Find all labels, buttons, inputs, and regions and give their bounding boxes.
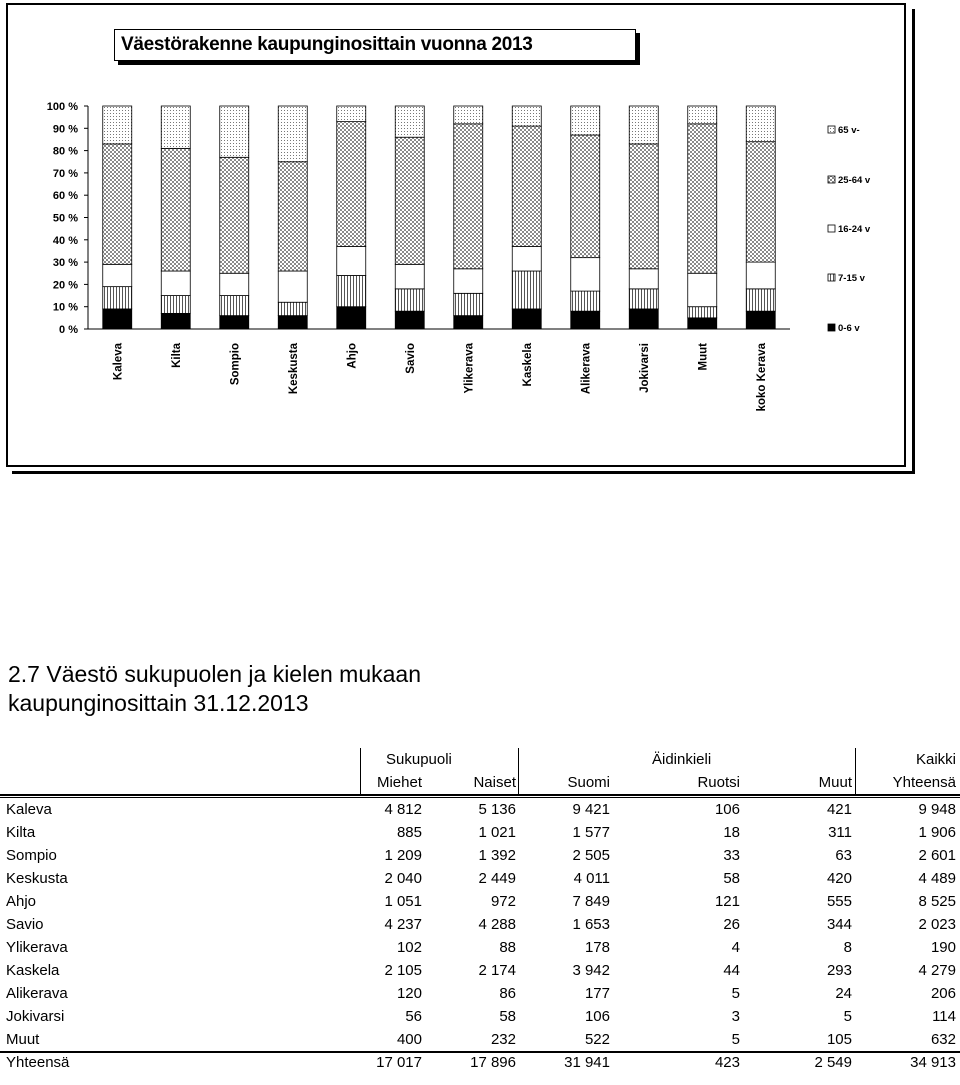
bar-segment-7to15v <box>454 293 483 315</box>
table-row <box>0 890 960 913</box>
suomi-cell: 2 505 <box>572 847 610 864</box>
suomi-cell: 31 941 <box>564 1054 610 1071</box>
naiset-cell: 1 392 <box>478 847 516 864</box>
yhteensa-cell: 206 <box>930 985 956 1002</box>
miehet-cell: 885 <box>396 824 422 841</box>
muut-cell: 293 <box>826 962 852 979</box>
header-rule <box>0 794 960 796</box>
table-row <box>0 867 960 890</box>
bar-segment-25to64v <box>512 126 541 246</box>
bar-segment-16to24v <box>161 271 190 296</box>
bar-segment-7to15v <box>629 289 658 309</box>
table-row <box>0 821 960 844</box>
area-name: Kaleva <box>6 801 52 818</box>
area-name: Keskusta <box>6 870 68 887</box>
group-header-aidinkieli: Äidinkieli <box>652 751 712 768</box>
heading-line-2: kaupunginosittain 31.12.2013 <box>8 690 309 716</box>
yhteensa-cell: 1 906 <box>918 824 956 841</box>
bar-segment-7to15v <box>746 289 775 311</box>
column-header-ruotsi: Ruotsi <box>697 774 740 791</box>
bar-segment-0to6v <box>103 309 132 329</box>
ruotsi-cell: 121 <box>714 893 740 910</box>
area-name: Ahjo <box>6 893 37 910</box>
yhteensa-cell: 4 489 <box>918 870 956 887</box>
naiset-cell: 2 449 <box>478 870 516 887</box>
muut-cell: 421 <box>826 801 852 818</box>
muut-cell: 105 <box>826 1031 852 1048</box>
suomi-cell: 178 <box>584 939 610 956</box>
column-header-muut: Muut <box>818 774 852 791</box>
y-tick-label: 90 % <box>52 123 78 136</box>
miehet-cell: 120 <box>396 985 422 1002</box>
legend-label: 7-15 v <box>838 273 865 284</box>
legend-label: 0-6 v <box>838 323 860 334</box>
ruotsi-cell: 26 <box>723 916 740 933</box>
category-label: Keskusta <box>287 343 300 395</box>
bar-segment-0to6v <box>395 311 424 329</box>
suomi-cell: 1 653 <box>572 916 610 933</box>
yhteensa-cell: 2 023 <box>918 916 956 933</box>
bar-segment-7to15v <box>512 271 541 309</box>
naiset-cell: 1 021 <box>478 824 516 841</box>
bar-segment-0to6v <box>571 311 600 329</box>
y-tick-label: 60 % <box>52 190 78 203</box>
suomi-cell: 177 <box>584 985 610 1002</box>
stacked-bar-chart <box>8 5 904 465</box>
legend-label: 16-24 v <box>838 224 871 235</box>
y-tick-label: 10 % <box>52 301 78 314</box>
bar-segment-16to24v <box>454 269 483 294</box>
chart-title: Väestörakenne kaupunginosittain vuonna 2013 <box>121 34 533 55</box>
naiset-cell: 86 <box>499 985 516 1002</box>
table-row <box>0 1028 960 1051</box>
ruotsi-cell: 58 <box>723 870 740 887</box>
bar-segment-16to24v <box>220 273 249 295</box>
yhteensa-cell: 114 <box>932 1008 956 1025</box>
bar-segment-25to64v <box>220 157 249 273</box>
bar-segment-7to15v <box>688 307 717 318</box>
column-header-miehet: Miehet <box>376 774 422 791</box>
legend-swatch <box>828 225 835 232</box>
naiset-cell: 58 <box>499 1008 516 1025</box>
area-name: Kaskela <box>6 962 60 979</box>
section-heading <box>8 660 421 718</box>
naiset-cell: 2 174 <box>478 962 516 979</box>
category-label: Savio <box>404 343 417 374</box>
category-label: Alikerava <box>580 343 593 395</box>
y-tick-label: 0 % <box>59 324 78 336</box>
y-tick-label: 70 % <box>52 167 78 180</box>
bar-segment-16to24v <box>571 258 600 291</box>
muut-cell: 5 <box>843 1008 852 1025</box>
bar-segment-25to64v <box>278 162 307 271</box>
bar-segment-7to15v <box>395 289 424 311</box>
column-header-suomi: Suomi <box>567 774 610 791</box>
table-row <box>0 913 960 936</box>
legend-label: 25-64 v <box>838 175 871 186</box>
bar-segment-65vto <box>512 106 541 126</box>
bar-segment-25to64v <box>161 148 190 271</box>
bar-segment-65vto <box>688 106 717 124</box>
legend-swatch <box>828 274 835 281</box>
table-row <box>0 982 960 1005</box>
ruotsi-cell: 4 <box>731 939 740 956</box>
y-tick-label: 80 % <box>52 145 78 158</box>
group-header-sukupuoli: Sukupuoli <box>386 751 452 768</box>
muut-cell: 555 <box>826 893 852 910</box>
total-row <box>0 1051 960 1074</box>
category-label: Muut <box>697 343 710 371</box>
miehet-cell: 2 040 <box>384 870 422 887</box>
ruotsi-cell: 3 <box>731 1008 740 1025</box>
group-header-row <box>0 748 960 771</box>
bar-segment-65vto <box>161 106 190 148</box>
legend-swatch <box>828 126 835 133</box>
chart-title-box <box>114 29 636 61</box>
table-row <box>0 959 960 982</box>
bar-segment-0to6v <box>337 307 366 329</box>
bar-segment-7to15v <box>161 296 190 314</box>
yhteensa-cell: 8 525 <box>918 893 956 910</box>
total-rule <box>0 1051 960 1053</box>
bar-segment-25to64v <box>454 124 483 269</box>
muut-cell: 8 <box>843 939 852 956</box>
bar-segment-65vto <box>629 106 658 144</box>
muut-cell: 311 <box>828 824 852 841</box>
area-name: Sompio <box>6 847 57 864</box>
bar-segment-65vto <box>337 106 366 122</box>
category-label: Jokivarsi <box>638 343 651 393</box>
bar-segment-65vto <box>454 106 483 124</box>
bar-segment-16to24v <box>688 273 717 306</box>
bar-segment-16to24v <box>103 264 132 286</box>
bar-segment-7to15v <box>103 287 132 309</box>
bar-segment-65vto <box>746 106 775 142</box>
ruotsi-cell: 5 <box>731 985 740 1002</box>
bar-segment-16to24v <box>746 262 775 289</box>
suomi-cell: 522 <box>584 1031 610 1048</box>
naiset-cell: 5 136 <box>478 801 516 818</box>
suomi-cell: 7 849 <box>572 893 610 910</box>
category-label: Ahjo <box>346 343 359 369</box>
bar-segment-0to6v <box>220 316 249 329</box>
area-name: Muut <box>6 1031 40 1048</box>
miehet-cell: 2 105 <box>384 962 422 979</box>
bar-segment-65vto <box>278 106 307 162</box>
table-row <box>0 844 960 867</box>
suomi-cell: 1 577 <box>572 824 610 841</box>
bar-segment-65vto <box>103 106 132 144</box>
chart-frame <box>6 3 906 467</box>
naiset-cell: 4 288 <box>478 916 516 933</box>
area-name: Alikerava <box>6 985 68 1002</box>
table-row <box>0 798 960 821</box>
yhteensa-cell: 4 279 <box>918 962 956 979</box>
yhteensa-cell: 34 913 <box>910 1054 956 1071</box>
bar-segment-25to64v <box>629 144 658 269</box>
bar-segment-0to6v <box>629 309 658 329</box>
category-label: Sompio <box>229 343 242 386</box>
yhteensa-cell: 2 601 <box>918 847 956 864</box>
area-name: Savio <box>6 916 44 933</box>
bar-segment-25to64v <box>746 142 775 262</box>
legend-swatch <box>828 324 835 331</box>
muut-cell: 63 <box>835 847 852 864</box>
y-tick-label: 30 % <box>52 257 78 270</box>
yhteensa-cell: 632 <box>930 1031 956 1048</box>
bar-segment-0to6v <box>512 309 541 329</box>
table-row <box>0 936 960 959</box>
yhteensa-cell: 9 948 <box>918 801 956 818</box>
bar-segment-65vto <box>395 106 424 137</box>
category-label: Kilta <box>170 343 183 368</box>
bar-segment-0to6v <box>278 316 307 329</box>
muut-cell: 24 <box>835 985 852 1002</box>
suomi-cell: 9 421 <box>572 801 610 818</box>
bar-segment-16to24v <box>337 246 366 275</box>
area-name: Jokivarsi <box>6 1008 65 1025</box>
bar-segment-7to15v <box>571 291 600 311</box>
ruotsi-cell: 5 <box>731 1031 740 1048</box>
bar-segment-65vto <box>220 106 249 157</box>
column-header-row <box>0 771 960 794</box>
bar-segment-16to24v <box>512 246 541 271</box>
bar-segment-7to15v <box>278 302 307 315</box>
area-name: Ylikerava <box>6 939 68 956</box>
population-table <box>0 748 960 1071</box>
muut-cell: 420 <box>826 870 852 887</box>
miehet-cell: 1 051 <box>384 893 422 910</box>
bar-segment-0to6v <box>161 313 190 329</box>
group-header-kaikki: Kaikki <box>915 751 956 768</box>
bar-segment-25to64v <box>571 135 600 258</box>
heading-line-1: 2.7 Väestö sukupuolen ja kielen mukaan <box>8 661 422 687</box>
legend-swatch <box>828 176 835 183</box>
bar-segment-25to64v <box>395 137 424 264</box>
ruotsi-cell: 423 <box>714 1054 740 1071</box>
column-header-yhteensa: Yhteensä <box>892 774 956 791</box>
table-row <box>0 1005 960 1028</box>
suomi-cell: 106 <box>584 1008 610 1025</box>
area-name: Yhteensä <box>6 1054 70 1071</box>
naiset-cell: 88 <box>499 939 516 956</box>
y-tick-label: 100 % <box>46 101 78 113</box>
bar-segment-25to64v <box>688 124 717 273</box>
bar-segment-7to15v <box>220 296 249 316</box>
bar-segment-16to24v <box>278 271 307 302</box>
y-tick-label: 50 % <box>52 212 78 225</box>
category-label: koko Kerava <box>755 343 768 412</box>
naiset-cell: 232 <box>490 1031 516 1048</box>
bar-segment-25to64v <box>103 144 132 264</box>
y-tick-label: 40 % <box>52 234 78 247</box>
category-label: Kaleva <box>112 343 125 381</box>
bar-segment-0to6v <box>454 316 483 329</box>
miehet-cell: 4 812 <box>384 801 422 818</box>
miehet-cell: 102 <box>396 939 422 956</box>
miehet-cell: 17 017 <box>376 1054 422 1071</box>
muut-cell: 344 <box>826 916 852 933</box>
miehet-cell: 56 <box>405 1008 422 1025</box>
column-header-naiset: Naiset <box>473 774 516 791</box>
bar-segment-25to64v <box>337 122 366 247</box>
muut-cell: 2 549 <box>814 1054 852 1071</box>
ruotsi-cell: 18 <box>723 824 740 841</box>
suomi-cell: 4 011 <box>573 870 610 887</box>
bar-segment-65vto <box>571 106 600 135</box>
ruotsi-cell: 106 <box>714 801 740 818</box>
naiset-cell: 972 <box>490 893 516 910</box>
bar-segment-0to6v <box>688 318 717 329</box>
bar-segment-16to24v <box>395 264 424 289</box>
suomi-cell: 3 942 <box>572 962 610 979</box>
ruotsi-cell: 33 <box>723 847 740 864</box>
ruotsi-cell: 44 <box>723 962 740 979</box>
bar-segment-0to6v <box>746 311 775 329</box>
category-label: Kaskela <box>521 343 534 387</box>
bar-segment-16to24v <box>629 269 658 289</box>
yhteensa-cell: 190 <box>930 939 956 956</box>
miehet-cell: 4 237 <box>384 916 422 933</box>
miehet-cell: 1 209 <box>384 847 422 864</box>
y-tick-label: 20 % <box>52 279 78 292</box>
table-body <box>0 798 960 1074</box>
bar-segment-7to15v <box>337 275 366 306</box>
legend-label: 65 v- <box>838 125 860 136</box>
area-name: Kilta <box>6 824 36 841</box>
category-label: Ylikerava <box>463 343 476 394</box>
naiset-cell: 17 896 <box>470 1054 516 1071</box>
miehet-cell: 400 <box>396 1031 422 1048</box>
